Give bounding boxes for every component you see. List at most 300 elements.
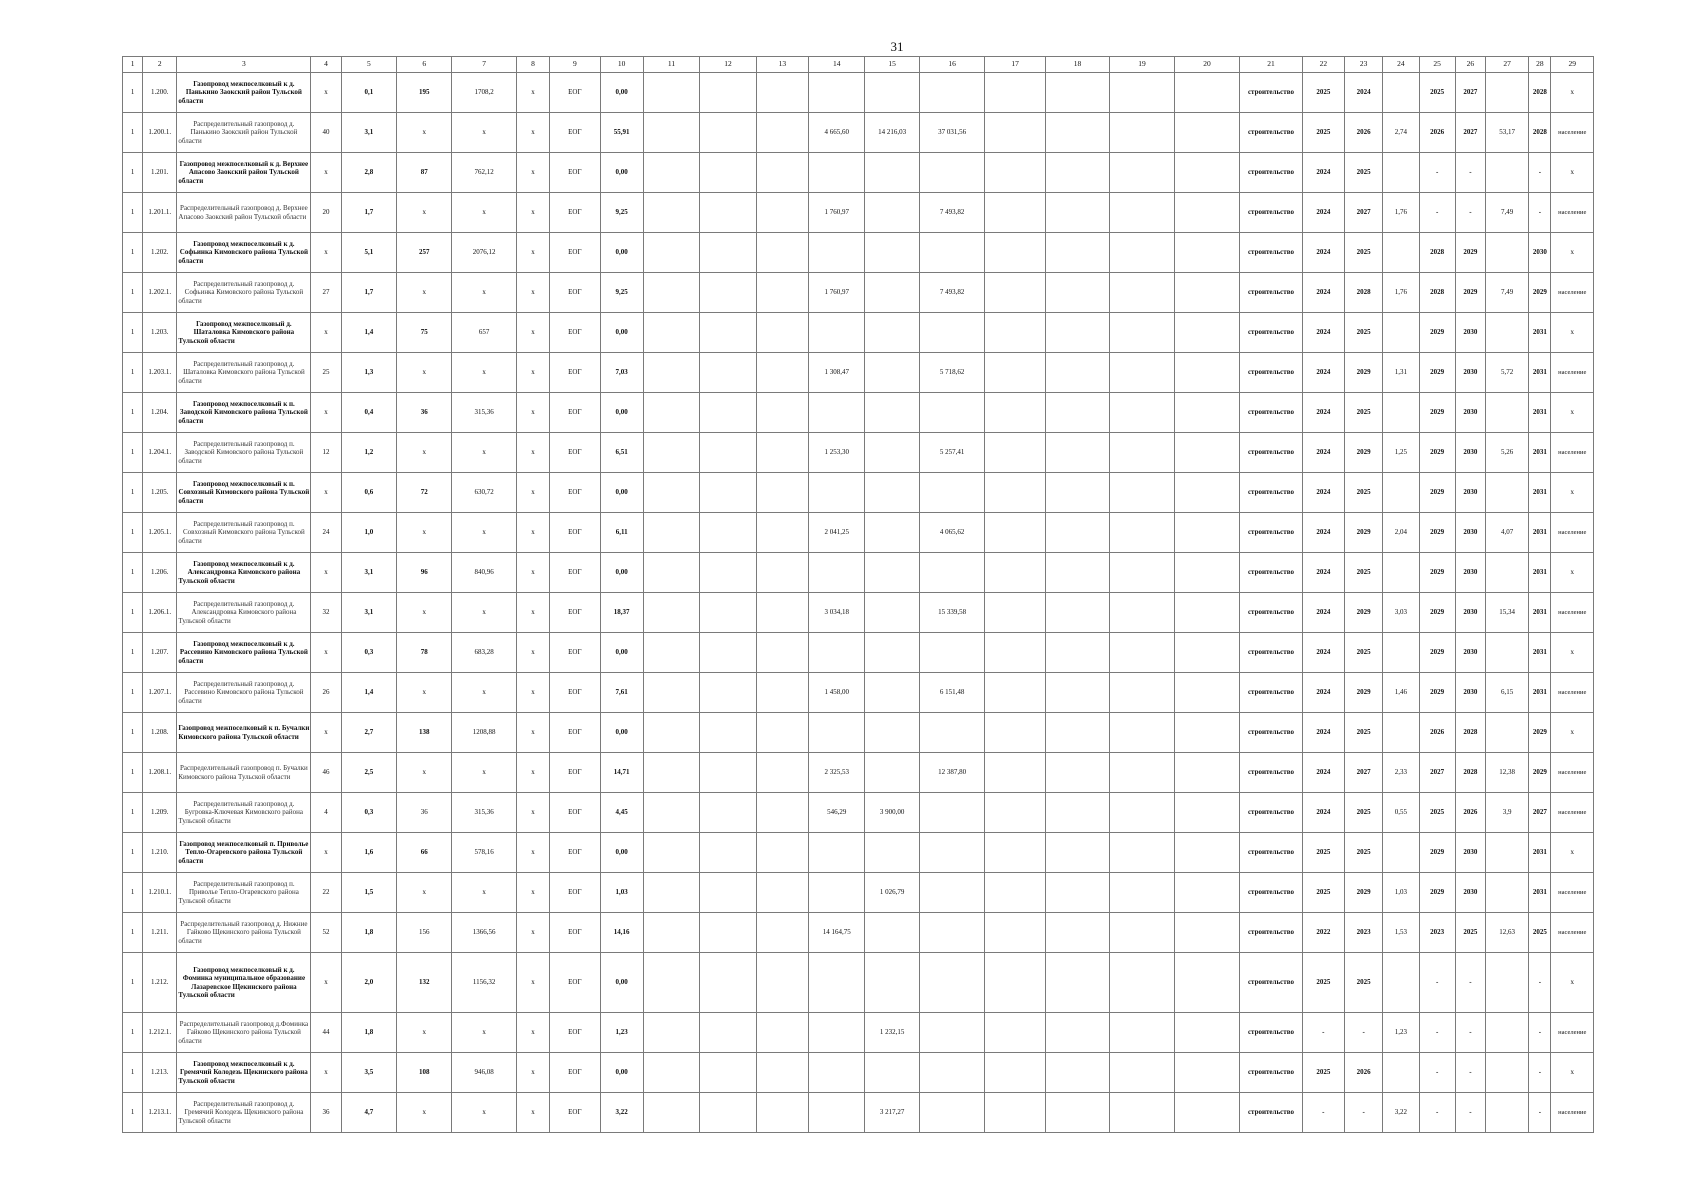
- cell-col-11: [643, 153, 699, 193]
- cell-col-9: ЕОГ: [550, 153, 600, 193]
- cell-col-17: [985, 153, 1045, 193]
- cell-col-17: [985, 913, 1045, 953]
- cell-col-11: [643, 433, 699, 473]
- cell-col-13: [756, 1013, 808, 1053]
- cell-col-4: 36: [311, 1093, 341, 1133]
- cell-col-21: строительство: [1240, 953, 1302, 1013]
- cell-col-26: 2030: [1455, 513, 1485, 553]
- column-header: 14: [809, 57, 865, 73]
- cell-col-17: [985, 313, 1045, 353]
- cell-col-4: 32: [311, 593, 341, 633]
- cell-col-4: x: [311, 633, 341, 673]
- cell-col-19: [1110, 473, 1174, 513]
- cell-col-11: [643, 873, 699, 913]
- cell-col-1: 1: [123, 753, 143, 793]
- cell-col-27: 4,07: [1486, 513, 1529, 553]
- cell-col-22: 2025: [1302, 833, 1344, 873]
- cell-col-15: 1 026,79: [865, 873, 919, 913]
- cell-col-7: 762,12: [452, 153, 516, 193]
- cell-col-6: 138: [397, 713, 452, 753]
- cell-col-2: 1.206.: [143, 553, 177, 593]
- column-header: 16: [919, 57, 984, 73]
- cell-col-7: 578,16: [452, 833, 516, 873]
- cell-col-4: 27: [311, 273, 341, 313]
- cell-col-29: x: [1551, 313, 1594, 353]
- cell-col-11: [643, 353, 699, 393]
- cell-col-17: [985, 393, 1045, 433]
- cell-col-12: [700, 633, 756, 673]
- cell-col-23: 2025: [1344, 713, 1382, 753]
- cell-col-6: x: [397, 1013, 452, 1053]
- cell-col-26: 2030: [1455, 833, 1485, 873]
- cell-col-5: 1,7: [341, 273, 396, 313]
- cell-col-24: 1,25: [1383, 433, 1419, 473]
- cell-col-2: 1.209.: [143, 793, 177, 833]
- cell-col-25: 2029: [1419, 433, 1455, 473]
- cell-col-5: 1,0: [341, 513, 396, 553]
- cell-col-27: [1486, 313, 1529, 353]
- cell-col-24: [1383, 153, 1419, 193]
- cell-col-27: [1486, 1053, 1529, 1093]
- column-header: 13: [756, 57, 808, 73]
- cell-col-27: 12,63: [1486, 913, 1529, 953]
- cell-col-27: [1486, 1013, 1529, 1053]
- cell-col-1: 1: [123, 433, 143, 473]
- cell-col-18: [1045, 1093, 1109, 1133]
- cell-col-22: 2024: [1302, 193, 1344, 233]
- cell-col-16: 12 387,80: [919, 753, 984, 793]
- table-row: [123, 73, 1594, 113]
- cell-col-10: 4,45: [600, 793, 643, 833]
- cell-col-11: [643, 393, 699, 433]
- cell-col-18: [1045, 153, 1109, 193]
- column-header: 3: [177, 57, 311, 73]
- cell-col-21: строительство: [1240, 433, 1302, 473]
- cell-col-25: 2029: [1419, 553, 1455, 593]
- cell-col-6: x: [397, 873, 452, 913]
- cell-col-29: население: [1551, 593, 1594, 633]
- cell-col-24: [1383, 633, 1419, 673]
- cell-col-23: 2027: [1344, 753, 1382, 793]
- cell-col-3: Распределительный газопровод д. Бугровка-Ключевая Кимовского района Тульской области: [177, 793, 311, 833]
- cell-col-7: 946,08: [452, 1053, 516, 1093]
- cell-col-15: 3 217,27: [865, 1093, 919, 1133]
- cell-col-18: [1045, 873, 1109, 913]
- cell-col-6: x: [397, 593, 452, 633]
- cell-col-29: x: [1551, 73, 1594, 113]
- cell-col-10: 55,91: [600, 113, 643, 153]
- cell-col-7: x: [452, 513, 516, 553]
- cell-col-3: Распределительный газопровод д.Фоминка Гайково Щекинского района Тульской области: [177, 1013, 311, 1053]
- cell-col-6: x: [397, 433, 452, 473]
- cell-col-14: 2 041,25: [809, 513, 865, 553]
- cell-col-27: 12,38: [1486, 753, 1529, 793]
- cell-col-26: -: [1455, 953, 1485, 1013]
- cell-col-3: Газопровод межпоселковый к д. Рассевино Кимовского района Тульской области: [177, 633, 311, 673]
- cell-col-26: 2030: [1455, 633, 1485, 673]
- cell-col-7: x: [452, 1093, 516, 1133]
- cell-col-28: 2029: [1529, 713, 1551, 753]
- cell-col-20: [1174, 633, 1239, 673]
- cell-col-23: 2024: [1344, 73, 1382, 113]
- cell-col-29: население: [1551, 433, 1594, 473]
- cell-col-11: [643, 713, 699, 753]
- cell-col-3: Распределительный газопровод п. Заводской Кимовского района Тульской области: [177, 433, 311, 473]
- cell-col-12: [700, 473, 756, 513]
- cell-col-20: [1174, 953, 1239, 1013]
- cell-col-1: 1: [123, 1013, 143, 1053]
- cell-col-10: 0,00: [600, 313, 643, 353]
- cell-col-24: [1383, 833, 1419, 873]
- cell-col-27: 7,49: [1486, 273, 1529, 313]
- cell-col-6: 75: [397, 313, 452, 353]
- cell-col-13: [756, 553, 808, 593]
- cell-col-10: 18,37: [600, 593, 643, 633]
- cell-col-23: 2026: [1344, 113, 1382, 153]
- cell-col-28: 2027: [1529, 793, 1551, 833]
- cell-col-16: 5 257,41: [919, 433, 984, 473]
- cell-col-14: 1 760,97: [809, 193, 865, 233]
- table-row: [123, 753, 1594, 793]
- cell-col-18: [1045, 273, 1109, 313]
- cell-col-27: [1486, 633, 1529, 673]
- cell-col-9: ЕОГ: [550, 913, 600, 953]
- cell-col-13: [756, 353, 808, 393]
- cell-col-18: [1045, 393, 1109, 433]
- cell-col-29: x: [1551, 233, 1594, 273]
- cell-col-14: 1 308,47: [809, 353, 865, 393]
- cell-col-18: [1045, 913, 1109, 953]
- column-header: 24: [1383, 57, 1419, 73]
- cell-col-17: [985, 553, 1045, 593]
- cell-col-28: 2028: [1529, 73, 1551, 113]
- cell-col-29: x: [1551, 393, 1594, 433]
- cell-col-28: 2030: [1529, 233, 1551, 273]
- cell-col-11: [643, 313, 699, 353]
- cell-col-10: 0,00: [600, 233, 643, 273]
- table-row: [123, 313, 1594, 353]
- cell-col-25: 2025: [1419, 73, 1455, 113]
- cell-col-11: [643, 473, 699, 513]
- cell-col-4: x: [311, 153, 341, 193]
- cell-col-23: -: [1344, 1013, 1382, 1053]
- cell-col-9: ЕОГ: [550, 713, 600, 753]
- cell-col-10: 14,71: [600, 753, 643, 793]
- cell-col-13: [756, 953, 808, 1013]
- cell-col-17: [985, 593, 1045, 633]
- cell-col-28: 2031: [1529, 593, 1551, 633]
- cell-col-9: ЕОГ: [550, 753, 600, 793]
- cell-col-27: [1486, 953, 1529, 1013]
- cell-col-3: Газопровод межпоселковый к д. Верхнее Апасово Заокский район Тульской области: [177, 153, 311, 193]
- cell-col-27: [1486, 873, 1529, 913]
- table-row: [123, 673, 1594, 713]
- cell-col-28: 2031: [1529, 833, 1551, 873]
- cell-col-14: 2 325,53: [809, 753, 865, 793]
- cell-col-6: 36: [397, 793, 452, 833]
- cell-col-1: 1: [123, 313, 143, 353]
- cell-col-8: x: [516, 1093, 549, 1133]
- cell-col-27: [1486, 713, 1529, 753]
- cell-col-17: [985, 953, 1045, 1013]
- cell-col-22: -: [1302, 1093, 1344, 1133]
- cell-col-8: x: [516, 753, 549, 793]
- cell-col-15: [865, 313, 919, 353]
- cell-col-24: 1,76: [1383, 193, 1419, 233]
- cell-col-5: 1,8: [341, 913, 396, 953]
- cell-col-21: строительство: [1240, 513, 1302, 553]
- cell-col-11: [643, 113, 699, 153]
- cell-col-15: [865, 633, 919, 673]
- cell-col-1: 1: [123, 553, 143, 593]
- cell-col-24: [1383, 553, 1419, 593]
- cell-col-3: Распределительный газопровод д. Гремячий Колодезь Щекинского района Тульской области: [177, 1093, 311, 1133]
- cell-col-26: 2026: [1455, 793, 1485, 833]
- cell-col-12: [700, 153, 756, 193]
- column-header: 2: [143, 57, 177, 73]
- cell-col-24: [1383, 393, 1419, 433]
- cell-col-2: 1.213.: [143, 1053, 177, 1093]
- cell-col-26: 2030: [1455, 553, 1485, 593]
- cell-col-8: x: [516, 153, 549, 193]
- cell-col-10: 0,00: [600, 73, 643, 113]
- cell-col-8: x: [516, 113, 549, 153]
- cell-col-1: 1: [123, 633, 143, 673]
- cell-col-5: 1,2: [341, 433, 396, 473]
- cell-col-11: [643, 193, 699, 233]
- cell-col-28: 2031: [1529, 553, 1551, 593]
- cell-col-12: [700, 193, 756, 233]
- cell-col-29: x: [1551, 833, 1594, 873]
- cell-col-7: x: [452, 193, 516, 233]
- cell-col-25: 2029: [1419, 673, 1455, 713]
- cell-col-6: 36: [397, 393, 452, 433]
- cell-col-23: 2029: [1344, 433, 1382, 473]
- cell-col-10: 0,00: [600, 1053, 643, 1093]
- cell-col-11: [643, 233, 699, 273]
- cell-col-5: 1,4: [341, 673, 396, 713]
- cell-col-20: [1174, 553, 1239, 593]
- cell-col-26: 2028: [1455, 713, 1485, 753]
- cell-col-14: [809, 73, 865, 113]
- cell-col-15: [865, 713, 919, 753]
- cell-col-6: x: [397, 113, 452, 153]
- cell-col-16: 7 493,82: [919, 193, 984, 233]
- cell-col-18: [1045, 313, 1109, 353]
- cell-col-11: [643, 553, 699, 593]
- cell-col-25: 2028: [1419, 233, 1455, 273]
- cell-col-14: [809, 1093, 865, 1133]
- cell-col-6: 78: [397, 633, 452, 673]
- cell-col-9: ЕОГ: [550, 73, 600, 113]
- cell-col-22: 2024: [1302, 793, 1344, 833]
- cell-col-12: [700, 673, 756, 713]
- cell-col-25: -: [1419, 1093, 1455, 1133]
- cell-col-15: [865, 1053, 919, 1093]
- cell-col-23: 2025: [1344, 233, 1382, 273]
- cell-col-12: [700, 113, 756, 153]
- cell-col-9: ЕОГ: [550, 593, 600, 633]
- cell-col-2: 1.207.: [143, 633, 177, 673]
- cell-col-7: x: [452, 1013, 516, 1053]
- cell-col-22: 2024: [1302, 473, 1344, 513]
- table-row: [123, 1053, 1594, 1093]
- cell-col-23: 2025: [1344, 153, 1382, 193]
- table-row: [123, 233, 1594, 273]
- cell-col-28: 2031: [1529, 313, 1551, 353]
- cell-col-8: x: [516, 233, 549, 273]
- cell-col-12: [700, 833, 756, 873]
- cell-col-15: [865, 673, 919, 713]
- cell-col-6: 66: [397, 833, 452, 873]
- cell-col-24: [1383, 73, 1419, 113]
- cell-col-7: 683,28: [452, 633, 516, 673]
- cell-col-29: x: [1551, 1053, 1594, 1093]
- cell-col-24: [1383, 1053, 1419, 1093]
- cell-col-15: [865, 553, 919, 593]
- cell-col-16: [919, 153, 984, 193]
- cell-col-20: [1174, 913, 1239, 953]
- cell-col-20: [1174, 353, 1239, 393]
- cell-col-28: 2025: [1529, 913, 1551, 953]
- cell-col-3: Газопровод межпоселковый п. Приволье Тепло-Огаревского района Тульской области: [177, 833, 311, 873]
- table-row: [123, 1013, 1594, 1053]
- cell-col-14: 3 034,18: [809, 593, 865, 633]
- cell-col-19: [1110, 433, 1174, 473]
- cell-col-22: -: [1302, 1013, 1344, 1053]
- cell-col-9: ЕОГ: [550, 233, 600, 273]
- cell-col-14: 1 253,30: [809, 433, 865, 473]
- cell-col-10: 0,00: [600, 953, 643, 1013]
- cell-col-14: [809, 393, 865, 433]
- cell-col-10: 14,16: [600, 913, 643, 953]
- cell-col-7: x: [452, 873, 516, 913]
- cell-col-4: 24: [311, 513, 341, 553]
- table-row: [123, 633, 1594, 673]
- cell-col-11: [643, 673, 699, 713]
- column-header: 5: [341, 57, 396, 73]
- cell-col-11: [643, 833, 699, 873]
- cell-col-28: 2029: [1529, 273, 1551, 313]
- cell-col-1: 1: [123, 393, 143, 433]
- cell-col-3: Газопровод межпоселковый к д. Панькино Заокский район Тульской области: [177, 73, 311, 113]
- cell-col-17: [985, 673, 1045, 713]
- cell-col-8: x: [516, 353, 549, 393]
- cell-col-16: [919, 633, 984, 673]
- column-header: 18: [1045, 57, 1109, 73]
- cell-col-22: 2024: [1302, 153, 1344, 193]
- cell-col-4: x: [311, 73, 341, 113]
- cell-col-18: [1045, 833, 1109, 873]
- column-header: 23: [1344, 57, 1382, 73]
- cell-col-16: [919, 793, 984, 833]
- cell-col-2: 1.203.: [143, 313, 177, 353]
- cell-col-26: 2030: [1455, 593, 1485, 633]
- cell-col-19: [1110, 193, 1174, 233]
- cell-col-22: 2025: [1302, 73, 1344, 113]
- cell-col-13: [756, 273, 808, 313]
- cell-col-23: 2025: [1344, 393, 1382, 433]
- cell-col-1: 1: [123, 273, 143, 313]
- cell-col-10: 0,00: [600, 393, 643, 433]
- cell-col-22: 2024: [1302, 233, 1344, 273]
- column-header: 10: [600, 57, 643, 73]
- cell-col-24: 2,74: [1383, 113, 1419, 153]
- cell-col-8: x: [516, 673, 549, 713]
- cell-col-18: [1045, 233, 1109, 273]
- cell-col-25: -: [1419, 953, 1455, 1013]
- cell-col-13: [756, 1093, 808, 1133]
- cell-col-14: [809, 953, 865, 1013]
- cell-col-27: [1486, 1093, 1529, 1133]
- cell-col-27: 15,34: [1486, 593, 1529, 633]
- cell-col-21: строительство: [1240, 233, 1302, 273]
- cell-col-17: [985, 113, 1045, 153]
- cell-col-8: x: [516, 1013, 549, 1053]
- cell-col-28: 2031: [1529, 873, 1551, 913]
- cell-col-9: ЕОГ: [550, 553, 600, 593]
- cell-col-9: ЕОГ: [550, 1013, 600, 1053]
- cell-col-1: 1: [123, 673, 143, 713]
- cell-col-19: [1110, 873, 1174, 913]
- cell-col-29: население: [1551, 273, 1594, 313]
- cell-col-14: [809, 233, 865, 273]
- cell-col-24: 2,33: [1383, 753, 1419, 793]
- cell-col-12: [700, 433, 756, 473]
- cell-col-8: x: [516, 393, 549, 433]
- cell-col-27: [1486, 393, 1529, 433]
- cell-col-22: 2024: [1302, 393, 1344, 433]
- cell-col-17: [985, 513, 1045, 553]
- cell-col-24: [1383, 233, 1419, 273]
- column-header: 19: [1110, 57, 1174, 73]
- cell-col-19: [1110, 513, 1174, 553]
- cell-col-21: строительство: [1240, 553, 1302, 593]
- cell-col-20: [1174, 393, 1239, 433]
- cell-col-1: 1: [123, 73, 143, 113]
- cell-col-28: 2028: [1529, 113, 1551, 153]
- cell-col-28: 2031: [1529, 353, 1551, 393]
- column-header: 11: [643, 57, 699, 73]
- cell-col-10: 0,00: [600, 473, 643, 513]
- column-header: 15: [865, 57, 919, 73]
- cell-col-18: [1045, 713, 1109, 753]
- cell-col-23: 2028: [1344, 273, 1382, 313]
- cell-col-23: 2027: [1344, 193, 1382, 233]
- cell-col-17: [985, 353, 1045, 393]
- cell-col-4: 52: [311, 913, 341, 953]
- table-row: [123, 713, 1594, 753]
- cell-col-7: x: [452, 353, 516, 393]
- cell-col-28: 2031: [1529, 673, 1551, 713]
- cell-col-7: 1366,56: [452, 913, 516, 953]
- cell-col-6: 108: [397, 1053, 452, 1093]
- cell-col-21: строительство: [1240, 153, 1302, 193]
- cell-col-25: 2029: [1419, 633, 1455, 673]
- cell-col-18: [1045, 633, 1109, 673]
- cell-col-22: 2024: [1302, 673, 1344, 713]
- column-header: 21: [1240, 57, 1302, 73]
- cell-col-29: население: [1551, 193, 1594, 233]
- cell-col-10: 0,00: [600, 713, 643, 753]
- cell-col-19: [1110, 113, 1174, 153]
- cell-col-5: 1,5: [341, 873, 396, 913]
- cell-col-28: 2031: [1529, 513, 1551, 553]
- cell-col-21: строительство: [1240, 633, 1302, 673]
- cell-col-20: [1174, 273, 1239, 313]
- cell-col-23: 2029: [1344, 873, 1382, 913]
- cell-col-9: ЕОГ: [550, 1093, 600, 1133]
